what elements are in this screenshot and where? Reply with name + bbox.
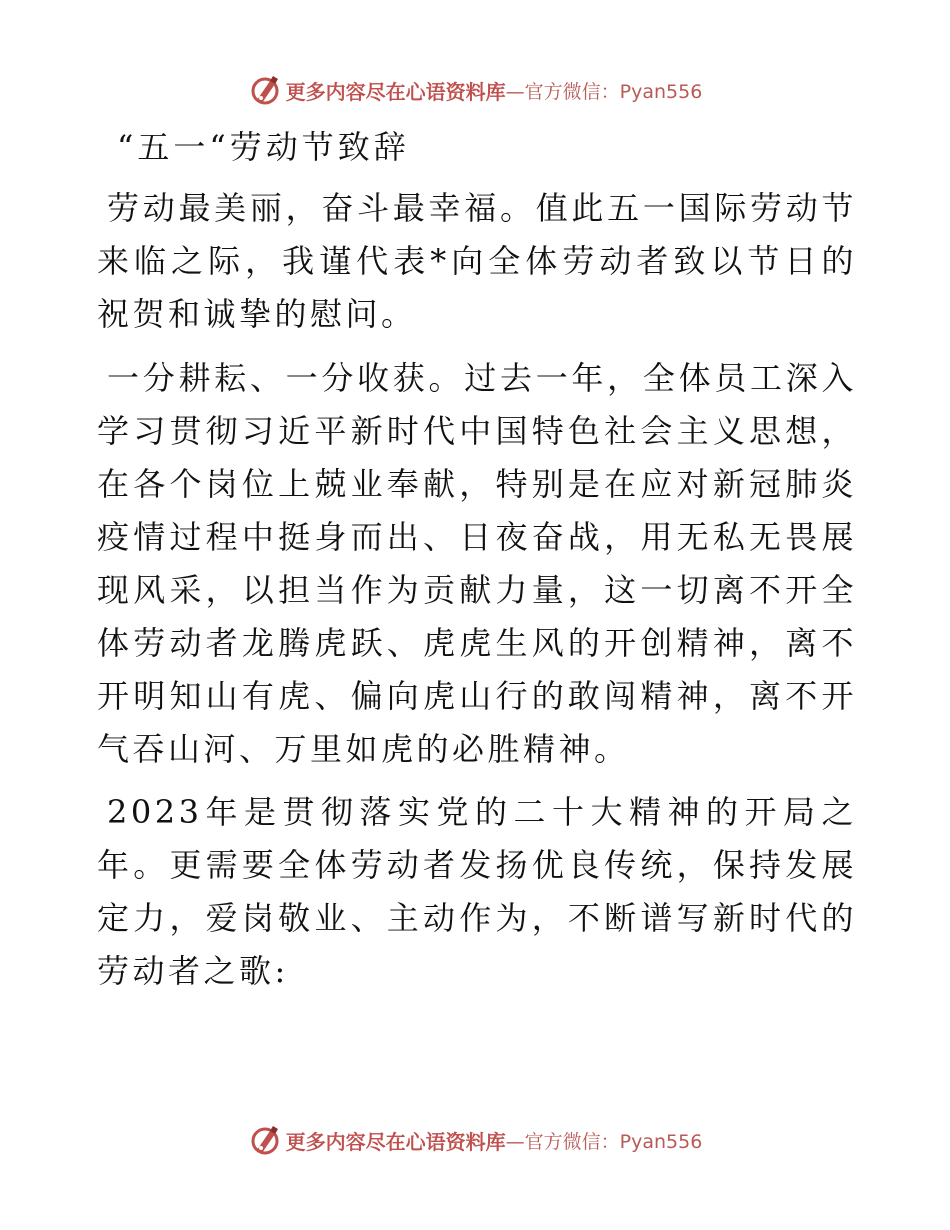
document-title: “五一“劳动节致辞 bbox=[117, 128, 410, 166]
watermark-brand: 更多内容尽在心语资料库 bbox=[285, 1129, 506, 1154]
document-body bbox=[97, 124, 857, 1008]
watermark-contact: —官方微信：Pyan556 bbox=[505, 80, 703, 103]
paragraph-2: 一分耕耘、一分收获。过去一年，全体员工深入学习贯彻习近平新时代中国特色社会主义思想，在各个岗位上兢业奉献，特别是在应对新冠肺炎疫情过程中挺身而出、日夜奋战，用无私无畏展现风采，以担当作为贡献力量，这一切离不开全体劳动者龙腾虎跃、虎虎生风的开创精神，离不开明知山有虎、偏向虎山行的敢闯精神，离不开气吞山河、万里如虎的必胜精神。 bbox=[97, 359, 857, 768]
watermark-contact: —官方微信：Pyan556 bbox=[505, 1130, 703, 1153]
watermark-brand: 更多内容尽在心语资料库 bbox=[285, 79, 506, 104]
footer-watermark bbox=[0, 1120, 950, 1160]
pen-circle-logo-icon bbox=[248, 1123, 282, 1157]
pen-circle-logo-icon bbox=[248, 73, 282, 107]
header-watermark bbox=[0, 70, 950, 110]
paragraph-1: 劳动最美丽，奋斗最幸福。值此五一国际劳动节来临之际，我谨代表*向全体劳动者致以节日的祝贺和诚挚的慰问。 bbox=[97, 189, 857, 333]
paragraph-3: 2023年是贯彻落实党的二十大精神的开局之年。更需要全体劳动者发扬优良传统，保持发展定力，爱岗敬业、主动作为，不断谱写新时代的劳动者之歌: bbox=[97, 793, 857, 990]
